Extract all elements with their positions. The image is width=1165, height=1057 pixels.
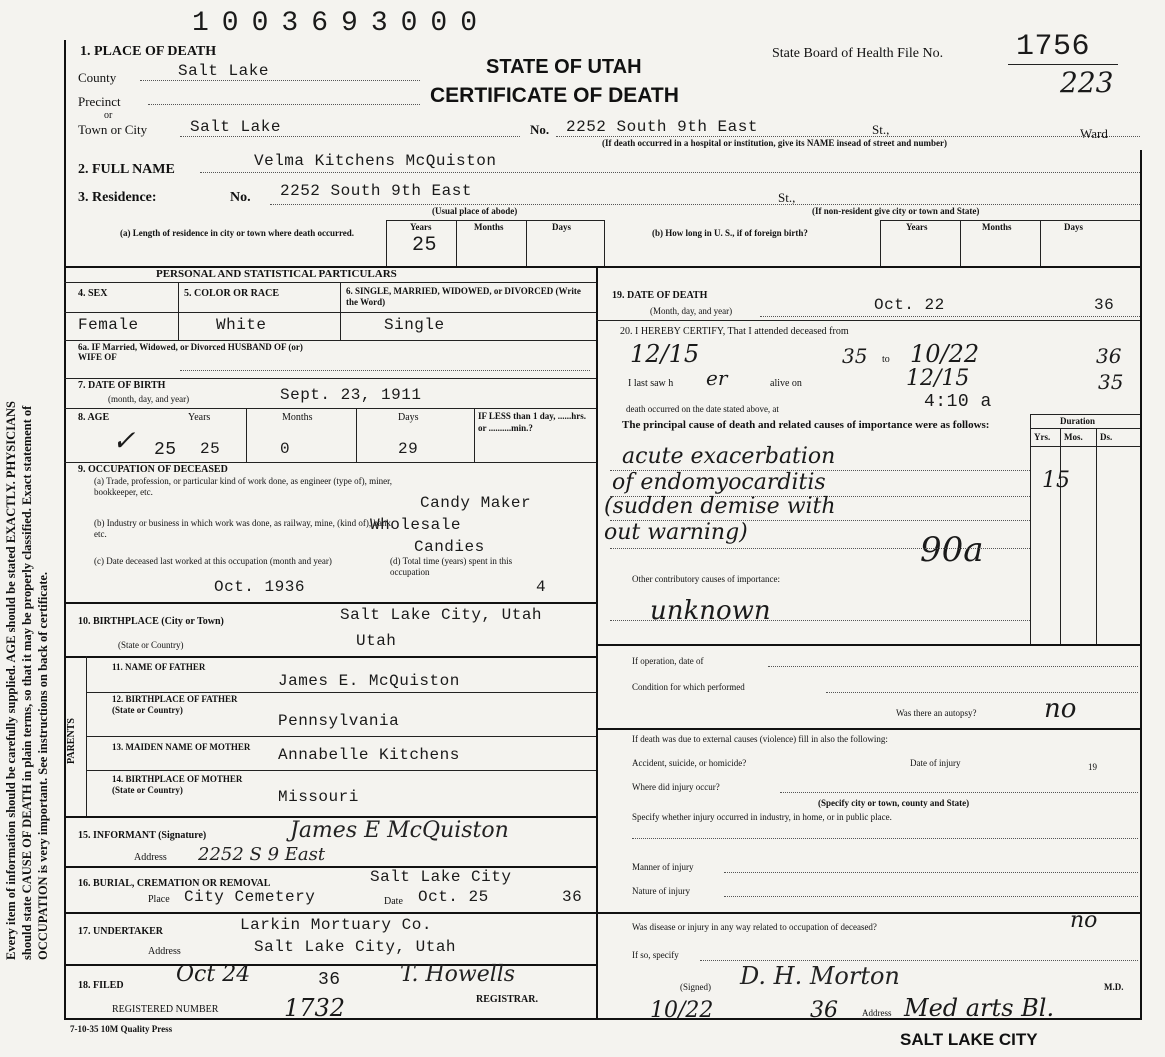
informant-address-label: Address [134,852,167,863]
occupation-a-value: Candy Maker [420,494,532,512]
autopsy-value: no [1044,694,1077,724]
injury-date-label: Date of injury [910,758,961,768]
occupation-d-label: (d) Total time (years) spent in this occupation [390,556,513,577]
injury-where-note: (Specify city or town, county and State) [818,798,970,808]
days-header: Days [552,222,572,232]
file-label: State Board of Health File No. [772,46,944,61]
file-number: 1756 [1016,30,1091,64]
occupation-related-label: Was disease or injury in any way related to occupation of deceased? [632,922,877,932]
age-check-mark: ✓ [112,424,136,457]
residence-value: 2252 South 9th East [280,182,472,200]
st-label: St., [872,122,890,137]
alive-on-year: 35 [1098,370,1124,394]
injury-where-label: Where did injury occur? [632,782,720,792]
duration-header: Duration [1060,416,1096,426]
or-label: or [104,110,113,121]
birthplace-state-value: Utah [356,632,397,650]
cause-code: 90a [920,530,984,570]
duration-years-value: 15 [1042,468,1070,493]
printer-mark: 7-10-35 10M Quality Press [70,1024,173,1034]
race-value: White [216,316,267,334]
county-value: Salt Lake [178,62,269,80]
residence-label: 3. Residence: [78,190,157,205]
husband-wife-label: 6a. IF Married, Widowed, or Divorced HUSBAND OF (or) WIFE OF [78,342,303,362]
contributory-label: Other contributory causes of importance: [632,574,780,584]
nonresident-note: (If non-resident give city or town and State) [812,206,980,216]
age-years-header: Years [188,412,211,423]
principal-cause-label: The principal cause of death and related causes of importance were as follows: [622,419,990,431]
us-years-header: Years [906,222,928,232]
manner-label: Manner of injury [632,862,694,872]
accident-label: Accident, suicide, or homicide? [632,758,747,768]
residence-years: 25 [412,234,438,257]
race-label: 5. COLOR OR RACE [184,288,280,299]
dob-value: Sept. 23, 1911 [280,386,422,404]
signed-address-label: Address [862,1008,892,1018]
undertaker-label: 17. UNDERTAKER [78,926,164,937]
street-no-label: No. [530,122,550,137]
undertaker-address-value: Salt Lake City, Utah [254,938,457,956]
signed-year-value: 36 [810,998,838,1023]
less-than-day-label: IF LESS than 1 day, ......hrs. or ..........min.? [478,411,586,433]
full-name-label: 2. FULL NAME [78,162,175,177]
abode-note: (Usual place of abode) [432,206,518,216]
date-of-death-sub: (Month, day, and year) [650,306,733,316]
signed-address-value: Med arts Bl. [904,994,1055,1022]
signed-date-value: 10/22 [650,998,714,1023]
registered-number-label: REGISTERED NUMBER [112,1004,219,1015]
alive-on-value: 12/15 [906,366,970,391]
attended-to-label: to [882,354,890,365]
burial-year-value: 36 [562,888,583,906]
occupation-related-value: no [1070,908,1098,933]
precinct-label: Precinct [78,94,121,109]
registered-number-value: 1732 [284,994,346,1022]
occupation-b-label: (b) Industry or business in which work was done, as railway, mine, (kind of), bank, etc. [94,518,394,539]
father-birthplace-label: 12. BIRTHPLACE OF FATHER (State or Country) [112,694,238,715]
nature-label: Nature of injury [632,886,690,896]
burial-place-label: Place [148,894,170,905]
burial-date-value: Oct. 25 [418,888,489,906]
hospital-note: (If death occurred in a hospital or institution, give its NAME insead of street and number) [602,138,948,148]
last-saw-label: I last saw h [628,378,674,389]
sex-label: 4. SEX [78,288,108,299]
physician-signature: D. H. Morton [740,962,900,990]
marital-label: 6. SINGLE, MARRIED, WIDOWED, or DIVORCED (Write the Word) [346,286,581,307]
town-value: Salt Lake [190,118,281,136]
age-months-header: Months [282,412,313,423]
death-time-value: 4:10 a [924,392,992,412]
age-days-header: Days [398,412,419,423]
date-of-death-value: Oct. 22 [874,296,945,314]
occupation-b-value1: Wholesale [370,516,461,534]
burial-date-label: Date [384,896,403,907]
condition-label: Condition for which performed [632,682,745,692]
undertaker-address-label: Address [148,946,181,957]
side-instructions-line3: OCCUPATION is very important. See instructions on back of certificate. [36,571,50,960]
burial-city-value: Salt Lake City [370,868,512,886]
burial-label: 16. BURIAL, CREMATION OR REMOVAL [78,878,271,889]
state-country-label: (State or Country) [118,640,184,650]
registrar-signature: T. Howells [400,962,516,987]
frame-left [64,40,66,1020]
duration-yrs-header: Yrs. [1034,432,1051,442]
frame-right [1140,150,1142,1020]
duration-ds-header: Ds. [1100,432,1113,442]
file-number-2: 223 [1060,66,1114,99]
serial-number: 1003693000 [192,8,491,39]
marital-value: Single [384,316,445,334]
town-label: Town or City [78,122,148,137]
injury-specify-label: Specify whether injury occurred in industry, in home, or in public place. [632,812,892,822]
mother-birthplace-label: 14. BIRTHPLACE OF MOTHER (State or Country) [112,774,243,795]
birthplace-value: Salt Lake City, Utah [340,606,543,624]
side-instructions-line2: should state CAUSE OF DEATH in plain terms, so that it may be properly classified. Exact statement of [20,405,34,960]
duration-mos-header: Mos. [1064,432,1083,442]
registrar-label: REGISTRAR. [476,994,538,1005]
title-certificate: CERTIFICATE OF DEATH [430,84,679,107]
injury-date-19: 19 [1088,762,1097,772]
full-name-value: Velma Kitchens McQuiston [254,152,497,170]
cause-line-2: of endomyocarditis [612,470,826,495]
occupation-c-value: Oct. 1936 [214,578,305,596]
occupation-label: 9. OCCUPATION OF DECEASED [78,464,228,475]
sex-value: Female [78,316,139,334]
father-name-value: James E. McQuiston [278,672,460,690]
certify-label: 20. I HEREBY CERTIFY, That I attended deceased from [620,326,849,337]
place-of-death-label: 1. PLACE OF DEATH [80,44,217,59]
occupation-a-label: (a) Trade, profession, or particular kind of work done, as engineer (type of), miner, bookkeeper, etc. [94,476,393,497]
cause-line-1: acute exacerbation [622,444,836,469]
birthplace-label: 10. BIRTHPLACE (City or Town) [78,616,224,627]
md-label: M.D. [1104,982,1124,992]
undertaker-value: Larkin Mortuary Co. [240,916,432,934]
title-state: STATE OF UTAH [486,56,642,78]
date-of-death-year: 36 [1094,296,1115,314]
attended-from-year: 35 [842,344,868,368]
informant-signature: James E McQuiston [290,818,509,843]
personal-section-title: PERSONAL AND STATISTICAL PARTICULARS [156,268,397,280]
residence-st-label: St., [778,190,796,205]
attended-to-value: 10/22 [910,340,980,368]
father-name-label: 11. NAME OF FATHER [112,662,206,672]
age-years-value: 25 [200,440,221,458]
cause-line-4: out warning) [604,520,748,545]
father-birthplace-value: Pennsylvania [278,712,400,730]
county-label: County [78,70,117,85]
age-days-value: 29 [398,440,419,458]
us-months-header: Months [982,222,1012,232]
date-of-death-label: 19. DATE OF DEATH [612,290,708,301]
death-occurred-label: death occurred on the date stated above, at [626,404,779,414]
us-days-header: Days [1064,222,1084,232]
filed-date-value: Oct 24 [176,962,251,987]
if-so-specify-label: If so, specify [632,950,679,960]
age-years-first: 25 [154,440,177,460]
filed-year-value: 36 [318,970,341,990]
contributory-value: unknown [650,596,771,626]
occupation-d-value: 4 [536,578,547,596]
cause-line-3: (sudden demise with [604,494,836,519]
residence-no-label: No. [230,190,251,205]
dob-sub: (month, day, and year) [108,394,190,404]
occupation-b-value2: Candies [414,538,485,556]
mother-birthplace-value: Missouri [278,788,359,806]
attended-from-value: 12/15 [630,340,700,368]
city-stamp: SALT LAKE CITY [900,1030,1038,1049]
informant-address-value: 2252 S 9 East [198,844,326,865]
operation-label: If operation, date of [632,656,704,666]
attended-to-year: 36 [1096,344,1122,368]
age-months-value: 0 [280,440,291,458]
years-header: Years [410,222,432,232]
dob-label: 7. DATE OF BIRTH [78,380,166,391]
length-residence-label: (a) Length of residence in city or town where death occurred. [120,228,355,238]
ward-label: Ward [1080,126,1108,141]
burial-place-value: City Cemetery [184,888,316,906]
occupation-c-label: (c) Date deceased last worked at this occupation (month and year) [94,556,332,566]
mother-name-label: 13. MAIDEN NAME OF MOTHER [112,742,251,752]
mother-name-value: Annabelle Kitchens [278,746,460,764]
autopsy-label: Was there an autopsy? [896,708,977,718]
signed-label: (Signed) [680,982,711,992]
external-causes-label: If death was due to external causes (violence) fill in also the following: [632,734,888,744]
months-header: Months [474,222,504,232]
filed-label: 18. FILED [78,980,124,991]
age-label: 8. AGE [78,412,110,423]
alive-on-label: alive on [770,378,802,389]
informant-label: 15. INFORMANT (Signature) [78,830,207,841]
foreign-birth-label: (b) How long in U. S., if of foreign birth? [652,228,808,238]
side-instructions-line1: Every item of information should be carefully supplied. AGE should be stated EXACTLY. PHYSICIANS [4,401,18,960]
street-no-value: 2252 South 9th East [566,118,758,136]
last-saw-value: er [706,366,728,390]
parents-side-label: PARENTS [66,718,77,764]
